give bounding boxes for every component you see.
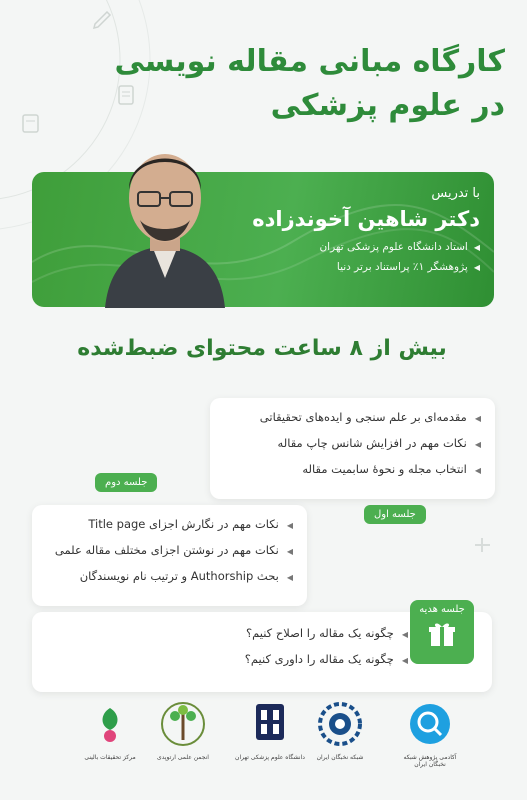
logo-item [235, 700, 305, 790]
list-item: ◀انتخاب مجله و نحوهٔ سابمیت مقاله [302, 462, 481, 476]
bullet-triangle-icon: ◀ [401, 656, 408, 665]
bullet-triangle-icon: ◀ [286, 521, 293, 530]
research-academy-logo-icon [406, 700, 454, 748]
list-item: ◀نکات مهم در افزایش شانس چاپ مقاله [277, 436, 481, 450]
logo-item [305, 700, 375, 790]
logo-caption: انجمن علمی ارتوپدی [157, 754, 209, 761]
bullet-triangle-icon: ◀ [286, 573, 293, 582]
instructor-photo [100, 128, 230, 308]
bullet-triangle-icon: ◀ [474, 414, 481, 423]
title-line-1: کارگاه مبانی مقاله نویسی [114, 44, 505, 79]
logo-item [148, 700, 218, 790]
instructor-name: دکتر شاهین آخوندزاده [252, 207, 480, 231]
instructor-info [250, 186, 480, 281]
session-1-badge: جلسه اول [364, 505, 426, 524]
gift-badge [410, 600, 474, 664]
workshop-title [65, 40, 505, 128]
gift-session-label: جلسه هدیه [419, 604, 465, 615]
list-item: ◀بحث Authorship و ترتیب نام نویسندگان [79, 569, 293, 583]
notebook-icon [20, 112, 42, 136]
with-label: با تدریس [431, 186, 480, 201]
content-hours-heading: بیش از ۸ ساعت محتوای ضبط‌شده [77, 336, 447, 361]
list-item: ◀چگونه یک مقاله را داوری کنیم؟ [244, 652, 408, 666]
title-line-2: در علوم پزشکی [270, 88, 505, 123]
logo-caption: آکادمی پژوهش شبکه نخبگان ایران [403, 754, 457, 768]
iran-elites-network-logo-icon [316, 700, 364, 748]
tehran-medical-university-logo-icon [248, 700, 292, 748]
pen-icon [90, 8, 114, 32]
bullet-triangle-icon: ◀ [473, 243, 480, 252]
session-1-box [210, 398, 495, 499]
session-2-box [32, 505, 307, 606]
bullet-triangle-icon: ◀ [474, 440, 481, 449]
list-item: ◀نکات مهم در نگارش اجزای Title page [88, 517, 293, 531]
instructor-bullet: ◀استاد دانشگاه علوم پزشکی تهران [319, 241, 480, 253]
instructor-bullet: ◀پژوهشگر ۱٪ پراستناد برتر دنیا [336, 261, 480, 273]
list-item: ◀مقدمه‌ای بر علم سنجی و ایده‌های تحقیقاتی [259, 410, 481, 424]
logo-item [75, 700, 145, 790]
list-item: ◀نکات مهم در نوشتن اجزای مختلف مقاله علمی [54, 543, 293, 557]
sponsor-logos [0, 700, 527, 790]
bullet-triangle-icon: ◀ [401, 630, 408, 639]
session-2-badge: جلسه دوم [95, 473, 157, 492]
list-item: ◀چگونه یک مقاله را اصلاح کنیم؟ [245, 626, 408, 640]
logo-caption: مرکز تحقیقات بالینی [84, 754, 136, 761]
clinical-center-logo-icon [86, 700, 134, 748]
bullet-triangle-icon: ◀ [473, 263, 480, 272]
gift-icon [427, 619, 457, 649]
bullet-triangle-icon: ◀ [286, 547, 293, 556]
logo-caption: شبکه نخبگان ایران [316, 754, 364, 761]
bullet-triangle-icon: ◀ [474, 466, 481, 475]
logo-item [395, 700, 465, 790]
logo-caption: دانشگاه علوم پزشکی تهران [235, 754, 305, 761]
orthopedic-association-logo-icon [159, 700, 207, 748]
